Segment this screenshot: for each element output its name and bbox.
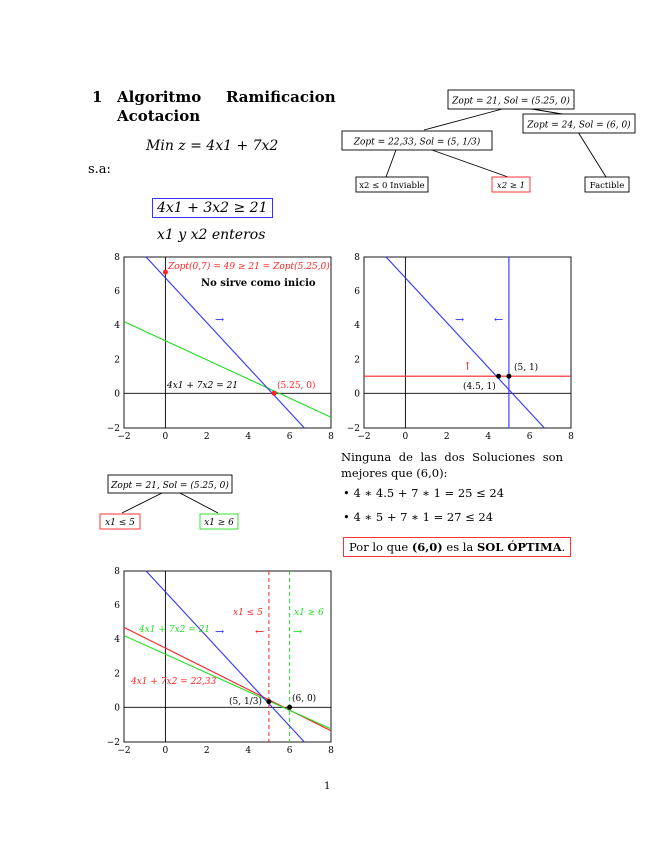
x-tick: −2 <box>117 746 131 756</box>
final-mid: es la <box>442 540 477 554</box>
x-tick: 6 <box>286 746 293 756</box>
plot2-arrow-up: ↑ <box>463 360 473 373</box>
tree-leaf-x2ge1-label: x2 ≥ 1 <box>496 181 526 191</box>
final-prefix: Por lo que <box>349 540 412 554</box>
final-bold-1: (6,0) <box>411 540 443 554</box>
y-tick: 0 <box>114 389 120 400</box>
tree-edge <box>386 150 396 177</box>
plot3-label-x1ge6: x1 ≥ 6 <box>294 608 324 618</box>
integer-note: x1 y x2 enteros <box>157 227 266 243</box>
note-text: Ninguna de las dos Soluciones son mejores que (6,0): <box>341 450 563 480</box>
section-title-word-3: Acotacion <box>117 107 201 125</box>
tree-small <box>98 472 248 532</box>
y-tick: 0 <box>354 389 360 400</box>
tree-small-root-label: Zopt = 21, Sol = (5.25, 0) <box>111 481 229 491</box>
x-tick: 6 <box>526 432 533 442</box>
y-tick: 4 <box>354 321 360 332</box>
final-conclusion-box <box>343 537 571 557</box>
constraint-box: 4x1 + 3x2 ≥ 21 <box>152 198 273 218</box>
y-tick: 0 <box>114 703 120 714</box>
tree-small-left-label: x1 ≤ 5 <box>105 518 135 528</box>
tree-leaf-inviable-label: x2 ≤ 0 Inviable <box>359 181 425 191</box>
tree-node-left-label: Zopt = 22,33, Sol = (5, 1/3) <box>353 137 481 148</box>
tree-edge <box>122 492 164 513</box>
x-tick: 4 <box>245 746 252 756</box>
x-tick: 4 <box>245 432 252 442</box>
plot1-point-label: (5.25, 0) <box>277 381 316 391</box>
plot2-arrow-left: ← <box>494 313 504 326</box>
point-5-1 <box>506 374 511 379</box>
plot1-arrow: → <box>215 313 225 326</box>
plot1-top-label: Zopt(0,7) = 49 ≥ 21 = Zopt(5.25,0) <box>168 262 330 272</box>
point-6-0 <box>287 705 292 710</box>
tree-edge <box>432 150 508 177</box>
plot3-red-label: 4x1 + 7x2 = 22,33 <box>131 677 217 687</box>
x-tick: −2 <box>117 432 131 442</box>
x-tick: 2 <box>203 432 210 442</box>
y-tick: 4 <box>114 635 120 646</box>
y-tick: 8 <box>114 253 120 263</box>
x-tick: 6 <box>286 432 293 442</box>
plot2-arrow-right: → <box>455 313 465 326</box>
final-suffix: . <box>561 540 566 554</box>
x-tick: 8 <box>568 432 574 442</box>
bullet-1: • 4 ∗ 4.5 + 7 ∗ 1 = 25 ≤ 24 <box>343 486 505 500</box>
section-title-word-1: Algoritmo <box>117 88 202 106</box>
plot3-label-x1le5: x1 ≤ 5 <box>233 608 263 618</box>
x-tick: 8 <box>328 432 334 442</box>
y-tick: −2 <box>106 424 120 434</box>
y-tick: −2 <box>346 424 360 434</box>
section-title-word-2: Ramificacion <box>226 88 336 106</box>
plot-1 <box>105 248 340 443</box>
y-tick: 6 <box>114 600 120 611</box>
plot1-no-sirve: No sirve como inicio <box>201 278 316 289</box>
x-tick: 0 <box>402 432 409 442</box>
y-tick: 6 <box>354 286 360 297</box>
x-tick: 8 <box>328 746 334 756</box>
point-5.25-0 <box>272 391 277 396</box>
x-tick: 0 <box>162 746 169 756</box>
tree-leaf-factible-label: Factible <box>589 181 625 191</box>
plot3-arrow-blue: → <box>215 625 225 638</box>
bullet-2: • 4 ∗ 5 + 7 ∗ 1 = 27 ≤ 24 <box>343 510 494 524</box>
subject-to-label: s.a: <box>88 162 111 177</box>
plot2-point-b: (5, 1) <box>514 363 539 373</box>
page-number: 1 <box>324 781 331 792</box>
point-5-1-3 <box>266 699 271 704</box>
y-tick: 6 <box>114 286 120 297</box>
y-tick: 8 <box>114 567 120 577</box>
x-tick: 4 <box>485 432 492 442</box>
plot3-point-b: (6, 0) <box>292 694 317 704</box>
point-4.5-1 <box>496 374 501 379</box>
y-tick: 2 <box>354 355 360 366</box>
tree-edge <box>578 132 606 177</box>
tree-node-root-label: Zopt = 21, Sol = (5.25, 0) <box>452 96 570 107</box>
objective-function: Min z = 4x1 + 7x2 <box>146 138 279 154</box>
section-number: 1 <box>92 88 103 106</box>
plot3-point-a: (5, 1/3) <box>229 697 262 707</box>
x-tick: 2 <box>443 432 450 442</box>
plot3-arrow-right: → <box>293 625 303 638</box>
tree-edge <box>424 108 506 130</box>
y-tick: 2 <box>114 669 120 680</box>
tree-edge <box>178 492 218 513</box>
tree-node-right-label: Zopt = 24, Sol = (6, 0) <box>527 120 631 131</box>
plot2-point-a: (4.5, 1) <box>463 382 496 392</box>
y-tick: 2 <box>114 355 120 366</box>
tree-small-right-label: x1 ≥ 6 <box>204 518 234 528</box>
plot3-green-label: 4x1 + 7x2 = 21 <box>139 625 211 635</box>
y-tick: 4 <box>114 321 120 332</box>
x-tick: 2 <box>203 746 210 756</box>
plot-3 <box>105 562 340 757</box>
y-tick: −2 <box>106 738 120 748</box>
y-tick: 8 <box>354 253 360 263</box>
plot-2 <box>345 248 580 443</box>
x-tick: 0 <box>162 432 169 442</box>
x-tick: −2 <box>357 432 371 442</box>
tree-top <box>336 86 636 196</box>
final-bold-2: SOL ÓPTIMA <box>476 540 562 554</box>
plot1-objective-label: 4x1 + 7x2 = 21 <box>167 381 239 391</box>
plot3-arrow-left: ← <box>255 625 265 638</box>
